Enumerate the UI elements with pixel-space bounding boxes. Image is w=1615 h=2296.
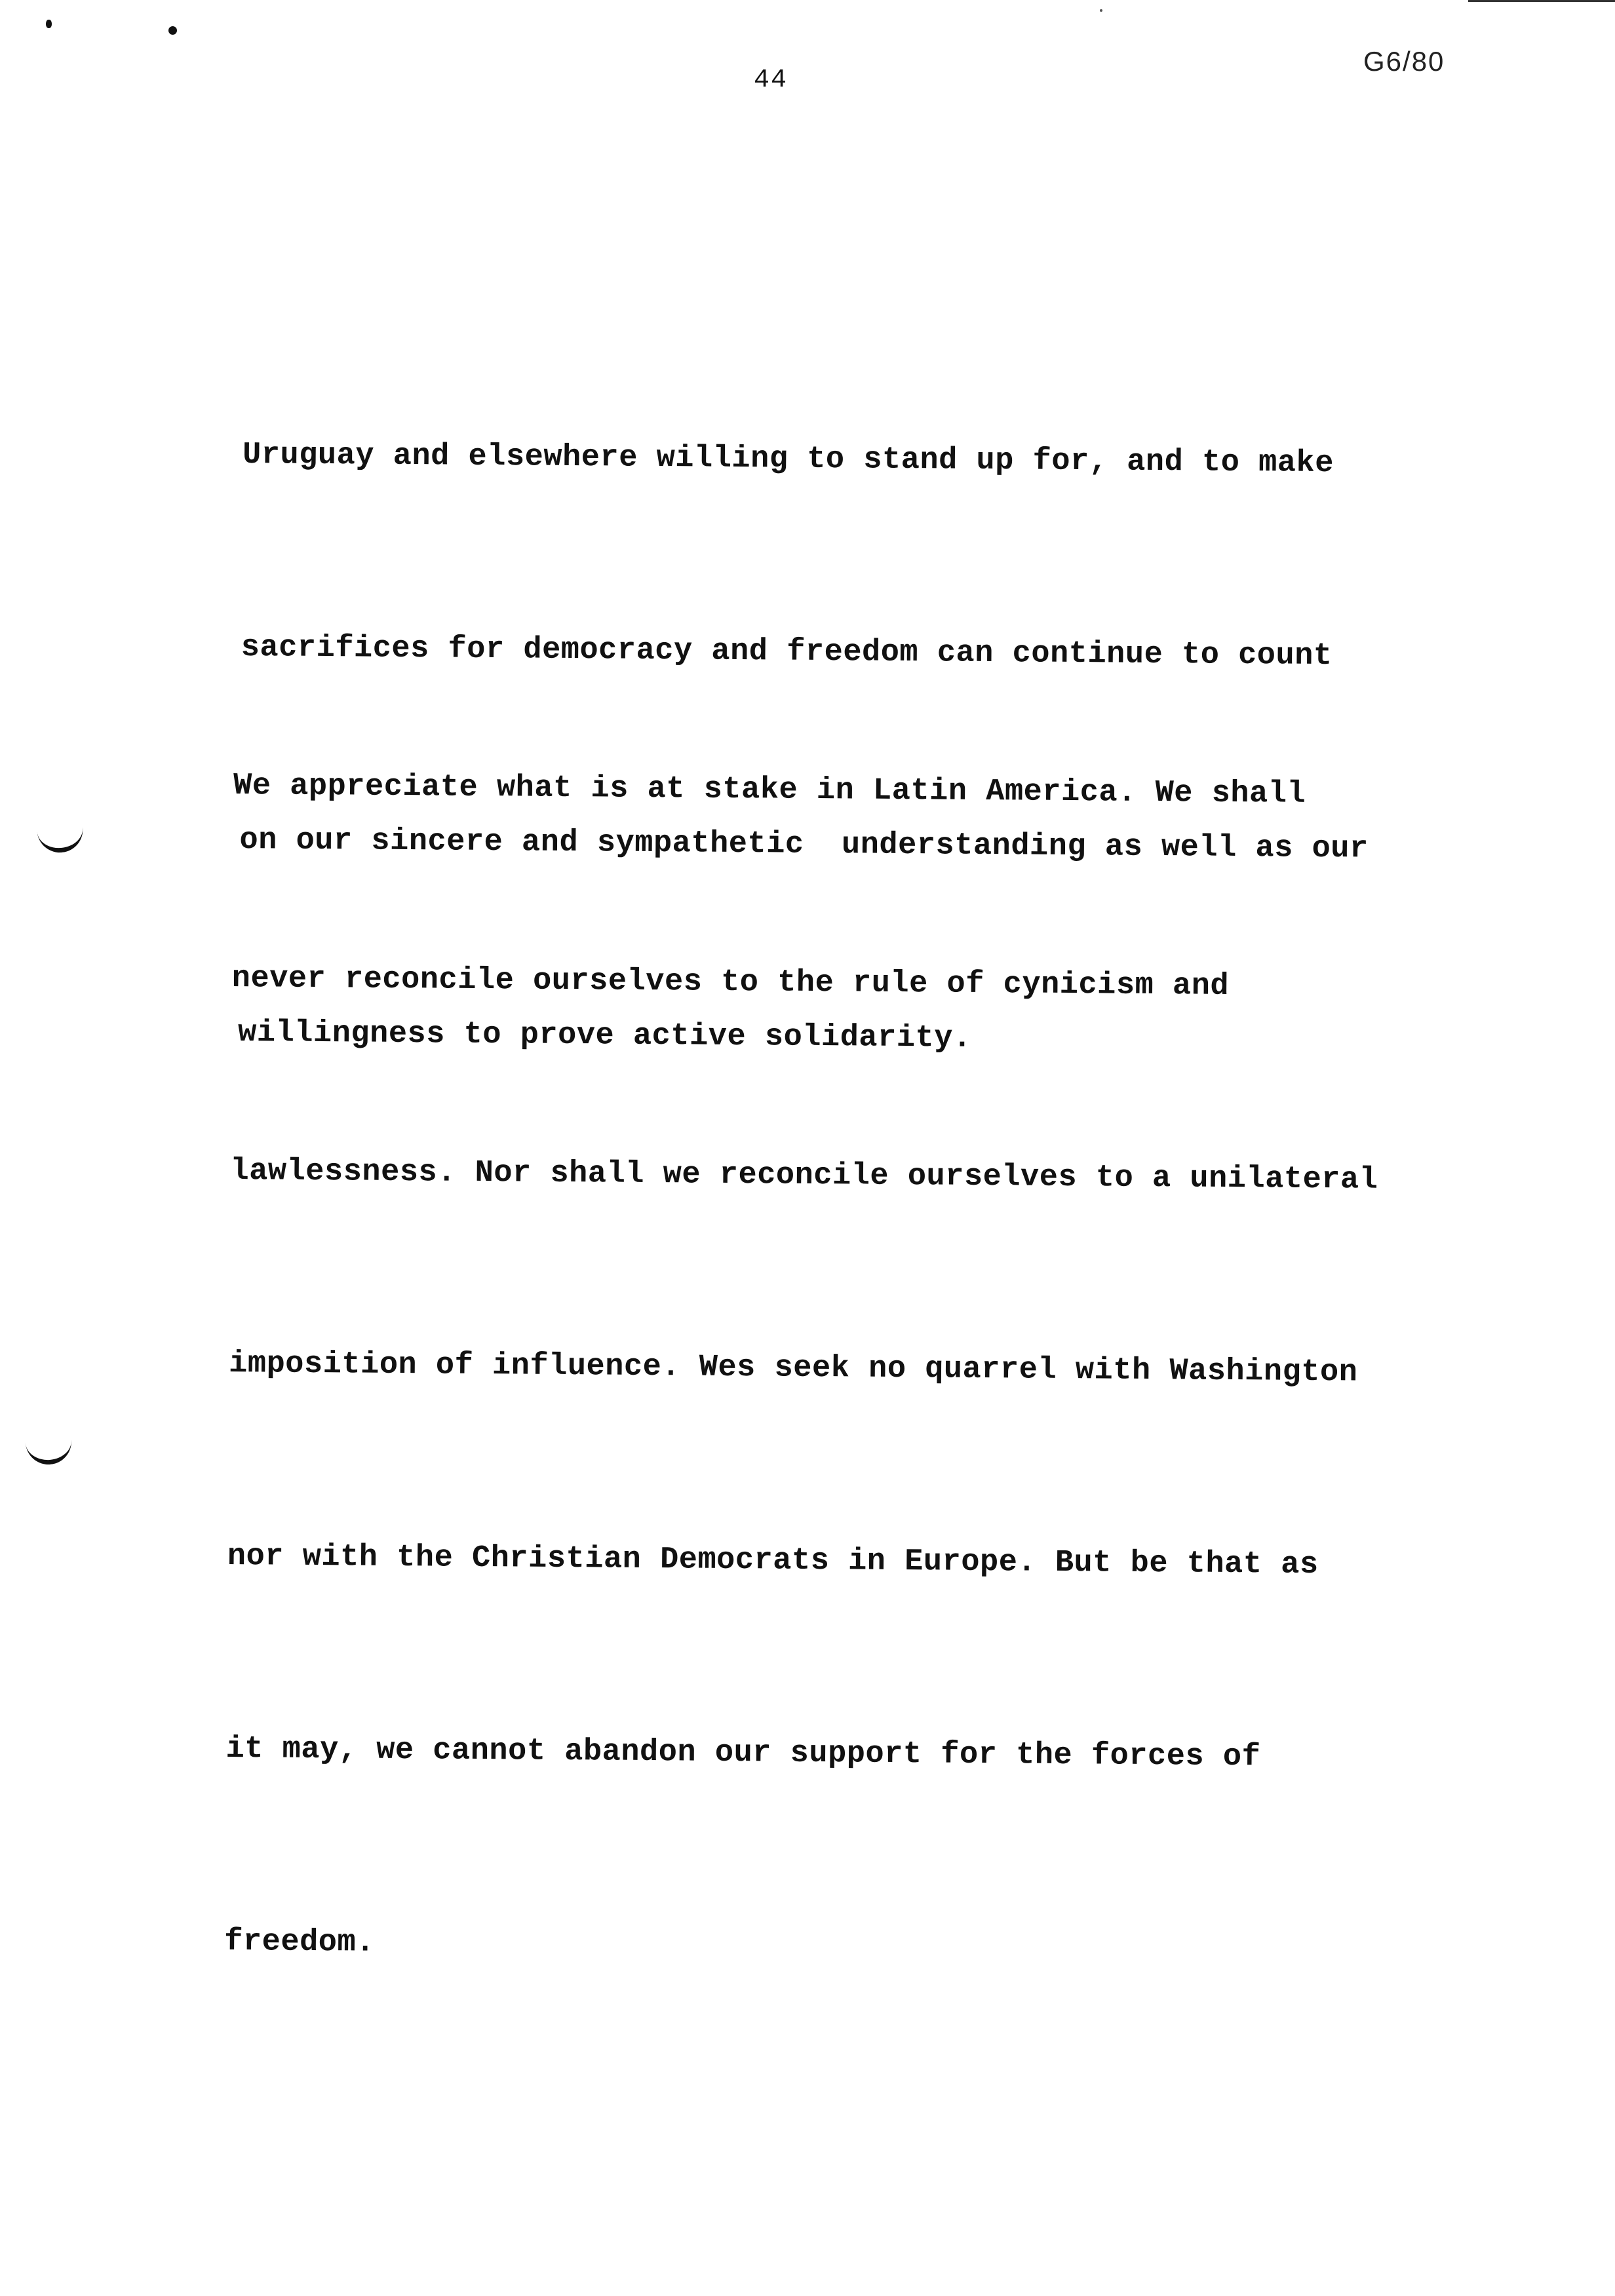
text-line: sacrifices for democracy and freedom can continue to count xyxy=(241,630,1333,674)
text-line: nor with the Christian Democrats in Europe. But be that as xyxy=(227,1539,1319,1583)
hole-punch-mark xyxy=(26,1438,73,1466)
text-line: freedom. xyxy=(224,1924,376,1961)
text-line: We appreciate what is at stake in Latin America. We shall xyxy=(233,768,1306,812)
page-number: 44 xyxy=(754,66,788,95)
ink-dot xyxy=(46,20,52,28)
scan-edge-line xyxy=(1468,0,1615,2)
text-line: it may, we cannot abandon our support for the forces of xyxy=(225,1731,1261,1775)
hole-punch-mark xyxy=(37,824,85,854)
text-line: imposition of influence. Wes seek no quarrel with Washington xyxy=(228,1346,1358,1390)
text-line: willingness to prove active solidarity. xyxy=(237,1015,972,1056)
text-line: never reconcile ourselves to the rule of cynicism and xyxy=(231,961,1230,1004)
text-line: on our sincere and sympathetic understanding as well as our xyxy=(239,822,1369,867)
text-line: lawlessness. Nor shall we reconcile ourselves to a unilateral xyxy=(230,1153,1378,1198)
text-line: Uruguay and elsewhere willing to stand up for, and to make xyxy=(242,437,1334,482)
document-reference: G6/80 xyxy=(1363,46,1445,77)
body-paragraph xyxy=(223,626,1382,2112)
ink-dot xyxy=(168,26,177,35)
ink-speck xyxy=(1100,9,1102,12)
